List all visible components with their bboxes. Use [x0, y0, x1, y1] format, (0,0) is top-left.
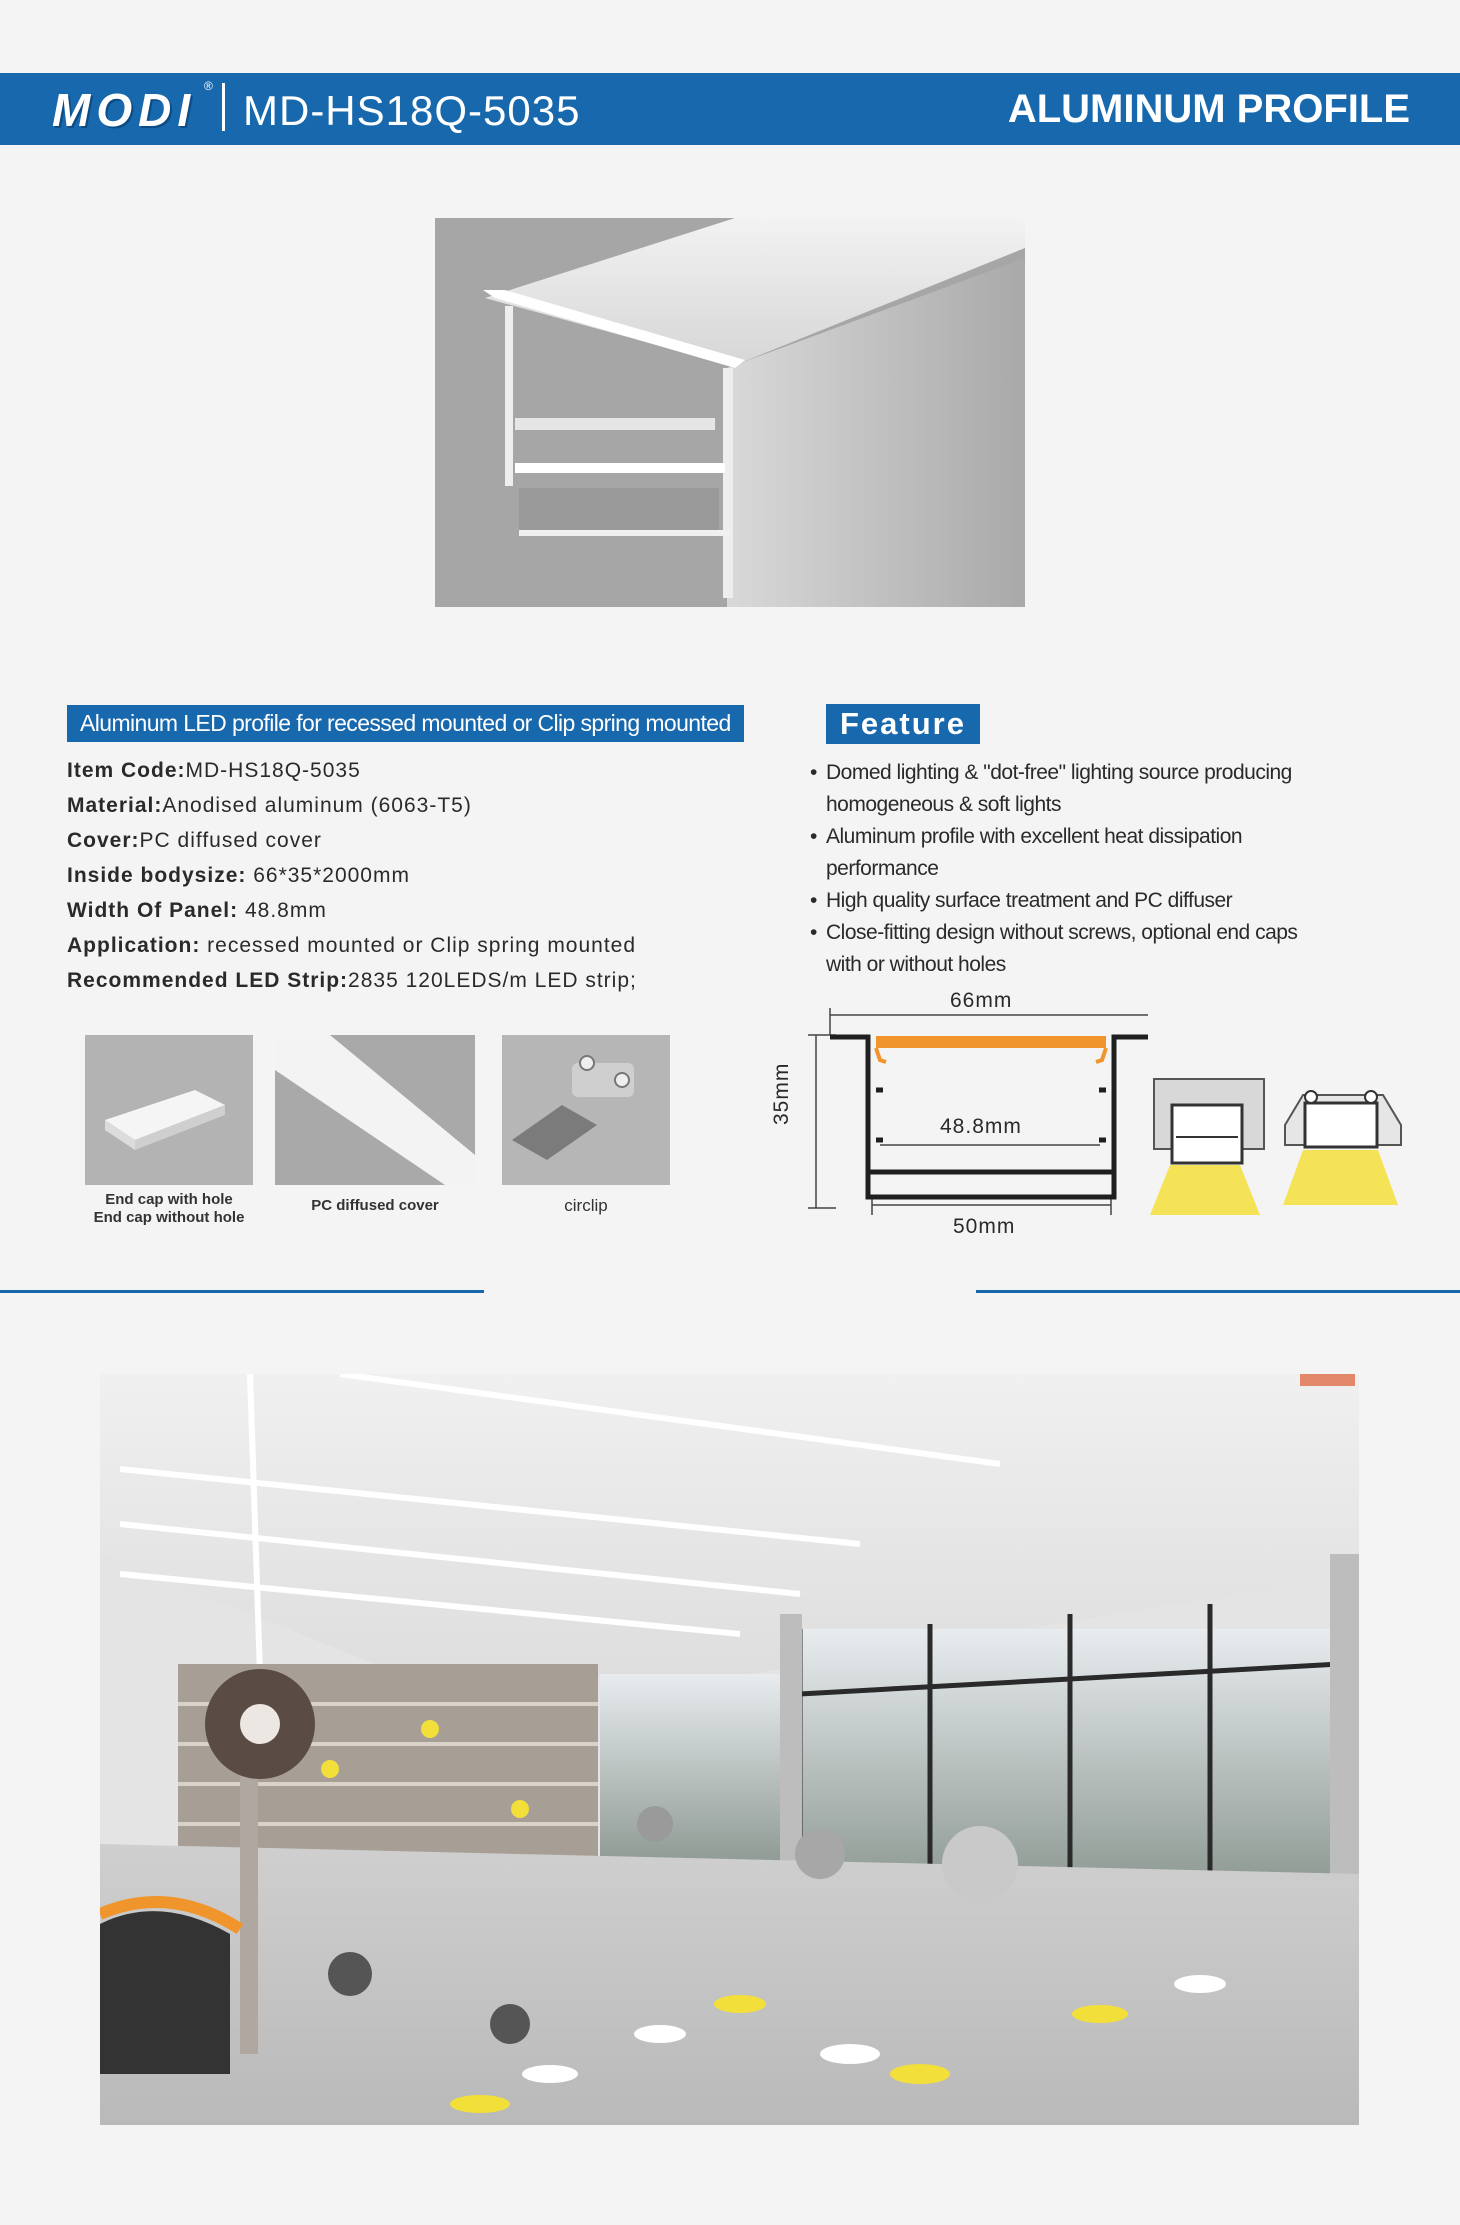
header-divider — [222, 83, 225, 131]
feature-item: • Domed lighting & "dot-free" lighting source producing homogeneous & soft lights — [810, 757, 1350, 821]
dim-panel-width: 48.8mm — [940, 1115, 1022, 1138]
feature-item: • Close-fitting design without screws, optional end caps with or without holes — [810, 917, 1350, 981]
feature-item: • Aluminum profile with excellent heat dissipation performance — [810, 821, 1350, 885]
bullet-icon: • — [810, 921, 817, 944]
pc-cover-image — [275, 1035, 475, 1185]
end-cap-image — [85, 1035, 253, 1185]
header-bar — [0, 73, 1460, 145]
spec-item-code: Item Code:MD-HS18Q-5035 — [67, 759, 361, 782]
spec-cover: Cover:PC diffused cover — [67, 829, 322, 852]
dim-bottom-width: 50mm — [953, 1215, 1016, 1238]
recessed-install-icon — [1150, 1075, 1268, 1215]
dim-top-width: 66mm — [950, 989, 1013, 1012]
spec-width-of-panel: Width Of Panel: 48.8mm — [67, 899, 327, 922]
dim-height: 35mm — [770, 1062, 793, 1125]
dimension-diagram — [788, 990, 1148, 1230]
spec-material: Material:Anodised aluminum (6063-T5) — [67, 794, 472, 817]
spec-recommended-led-strip: Recommended LED Strip:2835 120LEDS/m LED strip; — [67, 969, 637, 992]
info-title-bar: Aluminum LED profile for recessed mounted or Clip spring mounted — [67, 705, 744, 742]
bullet-icon: • — [810, 825, 817, 848]
circlip-label: circlip — [564, 1196, 608, 1215]
feature-title: Feature — [826, 704, 980, 744]
product-hero-image — [435, 218, 1025, 607]
registered-mark: ® — [204, 79, 213, 93]
model-number: MD-HS18Q-5035 — [243, 87, 581, 134]
section-divider-right — [976, 1290, 1460, 1293]
bullet-icon: • — [810, 761, 817, 784]
spec-application: Application: recessed mounted or Clip spring mounted — [67, 934, 637, 957]
category-title: ALUMINUM PROFILE — [1007, 87, 1410, 131]
circlip-image — [502, 1035, 670, 1185]
feature-item: • High quality surface treatment and PC diffuser — [810, 885, 1350, 917]
bullet-icon: • — [810, 889, 817, 912]
brand-logo: MODI — [52, 84, 197, 136]
pc-cover-label: PC diffused cover — [311, 1197, 439, 1214]
section-divider-left — [0, 1290, 484, 1293]
gym-scene-image — [100, 1374, 1359, 2125]
clip-install-icon — [1283, 1085, 1403, 1215]
end-cap-label: End cap with hole End cap without hole — [93, 1191, 245, 1226]
spec-inside-bodysize: Inside bodysize: 66*35*2000mm — [67, 864, 410, 887]
